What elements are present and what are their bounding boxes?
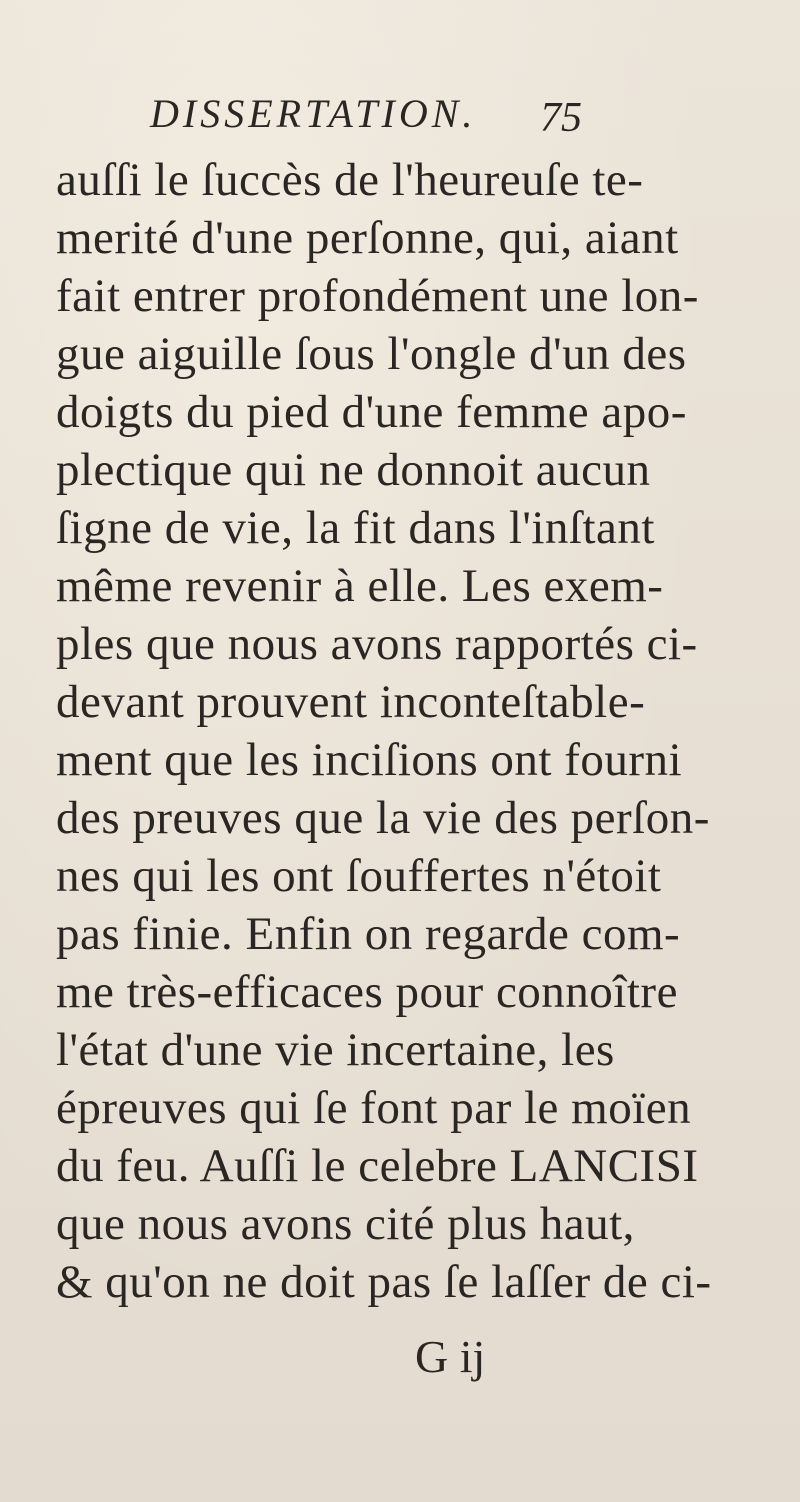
page-number: 75 — [540, 95, 582, 141]
running-title: DISSERTATION. — [150, 91, 477, 136]
text-line: même revenir à elle. Les exem- — [56, 560, 664, 612]
text-line: doigts du pied d'une femme apo- — [56, 386, 687, 438]
text-line: fait entrer profondément une lon- — [56, 270, 699, 322]
text-line: devant prouvent inconteſtable- — [56, 676, 646, 728]
text-line: & qu'on ne doit pas ſe laſſer de ci- — [56, 1256, 712, 1308]
text-line: auſſi le ſuccès de l'heureuſe te- — [56, 154, 644, 206]
text-line: ſigne de vie, la fit dans l'inſtant — [56, 502, 655, 554]
text-line: que nous avons cité plus haut, — [56, 1198, 635, 1250]
text-line: ples que nous avons rapportés ci- — [56, 618, 698, 670]
text-line: l'état d'une vie incertaine, les — [56, 1024, 615, 1076]
text-line: gue aiguille ſous l'ongle d'un des — [56, 328, 687, 380]
text-line: des preuves que la vie des perſon- — [56, 792, 710, 844]
text-line: pas finie. Enfin on regarde com- — [56, 908, 681, 960]
signature-mark: G ij — [415, 1331, 486, 1382]
text-line: ment que les inciſions ont fourni — [56, 734, 683, 786]
text-line: merité d'une perſonne, qui, aiant — [56, 212, 679, 264]
text-line: nes qui les ont ſouffertes n'étoit — [56, 850, 662, 902]
text-line: épreuves qui ſe font par le moïen — [56, 1082, 692, 1134]
text-line: plectique qui ne donnoit aucun — [56, 444, 651, 496]
text-line: du feu. Auſſi le celebre LANCISI — [56, 1140, 699, 1192]
text-line: me très-efficaces pour connoître — [56, 966, 678, 1018]
